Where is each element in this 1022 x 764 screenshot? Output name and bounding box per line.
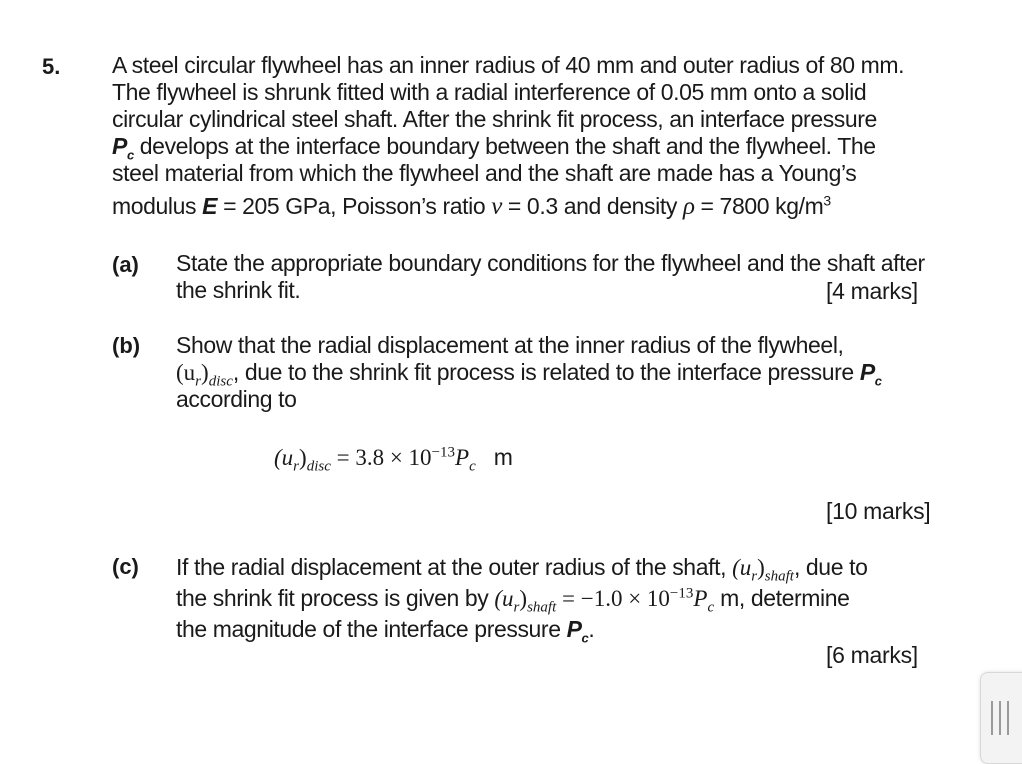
part-c-line-1	[176, 552, 986, 583]
c1-sub-shaft: shaft	[764, 568, 794, 585]
eq-unit: m	[493, 444, 513, 470]
part-b-line-3: according to	[176, 386, 297, 412]
c1-close: )	[757, 555, 765, 580]
intro-line-2: The flywheel is shrunk fitted with a radial interference of 0.05 mm onto a solid	[112, 79, 867, 105]
intro-line-3: circular cylindrical steel shaft. After the shrink fit process, an interface pressure	[112, 106, 877, 132]
question-intro	[112, 52, 992, 220]
E-value: = 205 GPa, Poisson’s ratio	[217, 193, 492, 219]
pc-symbol: P	[112, 133, 127, 159]
part-c-text	[176, 552, 986, 645]
pc-symbol-b: P	[859, 359, 875, 385]
part-c-line-2-pre: the shrink fit process is given by	[176, 585, 495, 611]
part-b-marks: [10 marks]	[826, 498, 931, 524]
part-a-line-2: the shrink fit.	[176, 277, 301, 303]
part-a-label: (a)	[112, 252, 139, 277]
eq-mid: = 3.8 × 10	[330, 445, 432, 470]
ur-close: )	[201, 360, 209, 385]
c2-exp: −13	[669, 585, 694, 602]
ur-disc-math	[176, 360, 233, 390]
eq-lhs-sub-r: r	[293, 458, 300, 475]
part-c-line-1-pre: If the radial displacement at the outer radius of the shaft,	[176, 554, 733, 580]
part-c-line-3-post: .	[588, 616, 595, 642]
pc-subscript: c	[126, 147, 134, 163]
part-b-line-1: Show that the radial displacement at the inner radius of the flywheel,	[176, 332, 844, 358]
part-c-marks: [6 marks]	[826, 642, 918, 668]
c2-mid: = −1.0 × 10	[556, 586, 670, 611]
intro-line-6	[112, 193, 992, 220]
intro-line-5: steel material from which the flywheel and the shaft are made has a Young’s	[112, 160, 857, 186]
part-b-line-2	[176, 359, 986, 390]
disc-displacement-equation	[274, 444, 513, 475]
eq-lhs-open: (u	[274, 445, 294, 470]
grip-line-icon	[999, 701, 1001, 735]
eq-lhs-close: )	[299, 445, 307, 470]
part-b-label: (b)	[112, 333, 141, 358]
ur-shaft-math-2	[494, 585, 715, 616]
rho-unit-sup: 3	[823, 192, 831, 209]
grip-line-icon	[991, 701, 993, 735]
intro-line-1: A steel circular flywheel has an inner radius of 40 mm and outer radius of 80 mm.	[112, 52, 905, 78]
eq-P-sub: c	[469, 458, 476, 475]
pc-subscript-b: c	[874, 373, 882, 389]
part-a-marks: [4 marks]	[826, 278, 918, 304]
part-a-line-1: State the appropriate boundary conditions for the flywheel and the shaft after	[176, 250, 925, 276]
pc-symbol-c: P	[566, 616, 582, 642]
equation-math	[274, 444, 476, 475]
c1-sub-r: r	[751, 568, 758, 585]
c2-sub-r: r	[513, 599, 520, 616]
part-b-line-2-text: , due to the shrink fit process is related to the interface pressure	[232, 359, 860, 385]
part-c-line-3	[176, 614, 986, 645]
rho-value: = 7800 kg/m	[694, 193, 824, 219]
intro-line-4-text: develops at the interface boundary between the shaft and the flywheel. The	[133, 133, 876, 159]
ur-shaft-math-1	[732, 555, 794, 585]
scroll-handle[interactable]	[980, 672, 1022, 764]
part-c-line-1-post: , due to	[793, 554, 868, 580]
nu-symbol: ν	[491, 193, 502, 220]
grip-line-icon	[1007, 701, 1009, 735]
c2-close: )	[519, 586, 528, 611]
c2-P-sub: c	[707, 599, 715, 616]
c2-sub-shaft: shaft	[527, 599, 557, 616]
nu-value: = 0.3 and density	[501, 193, 683, 219]
part-c-line-2-post: m, determine	[714, 585, 850, 611]
question-number: 5.	[42, 54, 61, 79]
part-c-line-2	[176, 583, 986, 614]
ur-sub-disc: disc	[208, 373, 233, 390]
c1-open: (u	[732, 555, 752, 580]
ur-sub-r: r	[195, 373, 202, 390]
eq-lhs-sub: disc	[306, 458, 331, 475]
part-b-text	[176, 332, 986, 413]
part-c-line-3-pre: the magnitude of the interface pressure	[176, 616, 567, 642]
c2-P: P	[693, 586, 708, 611]
c2-open: (u	[494, 586, 514, 611]
ur-open: (u	[176, 360, 196, 385]
eq-exp: −13	[431, 444, 456, 461]
modulus-text: modulus	[112, 193, 203, 219]
pc-subscript-c: c	[581, 630, 589, 646]
E-symbol: E	[202, 193, 218, 219]
intro-line-4	[112, 133, 992, 163]
part-c-label: (c)	[112, 554, 139, 579]
rho-symbol: ρ	[682, 193, 695, 220]
eq-P: P	[455, 445, 470, 470]
